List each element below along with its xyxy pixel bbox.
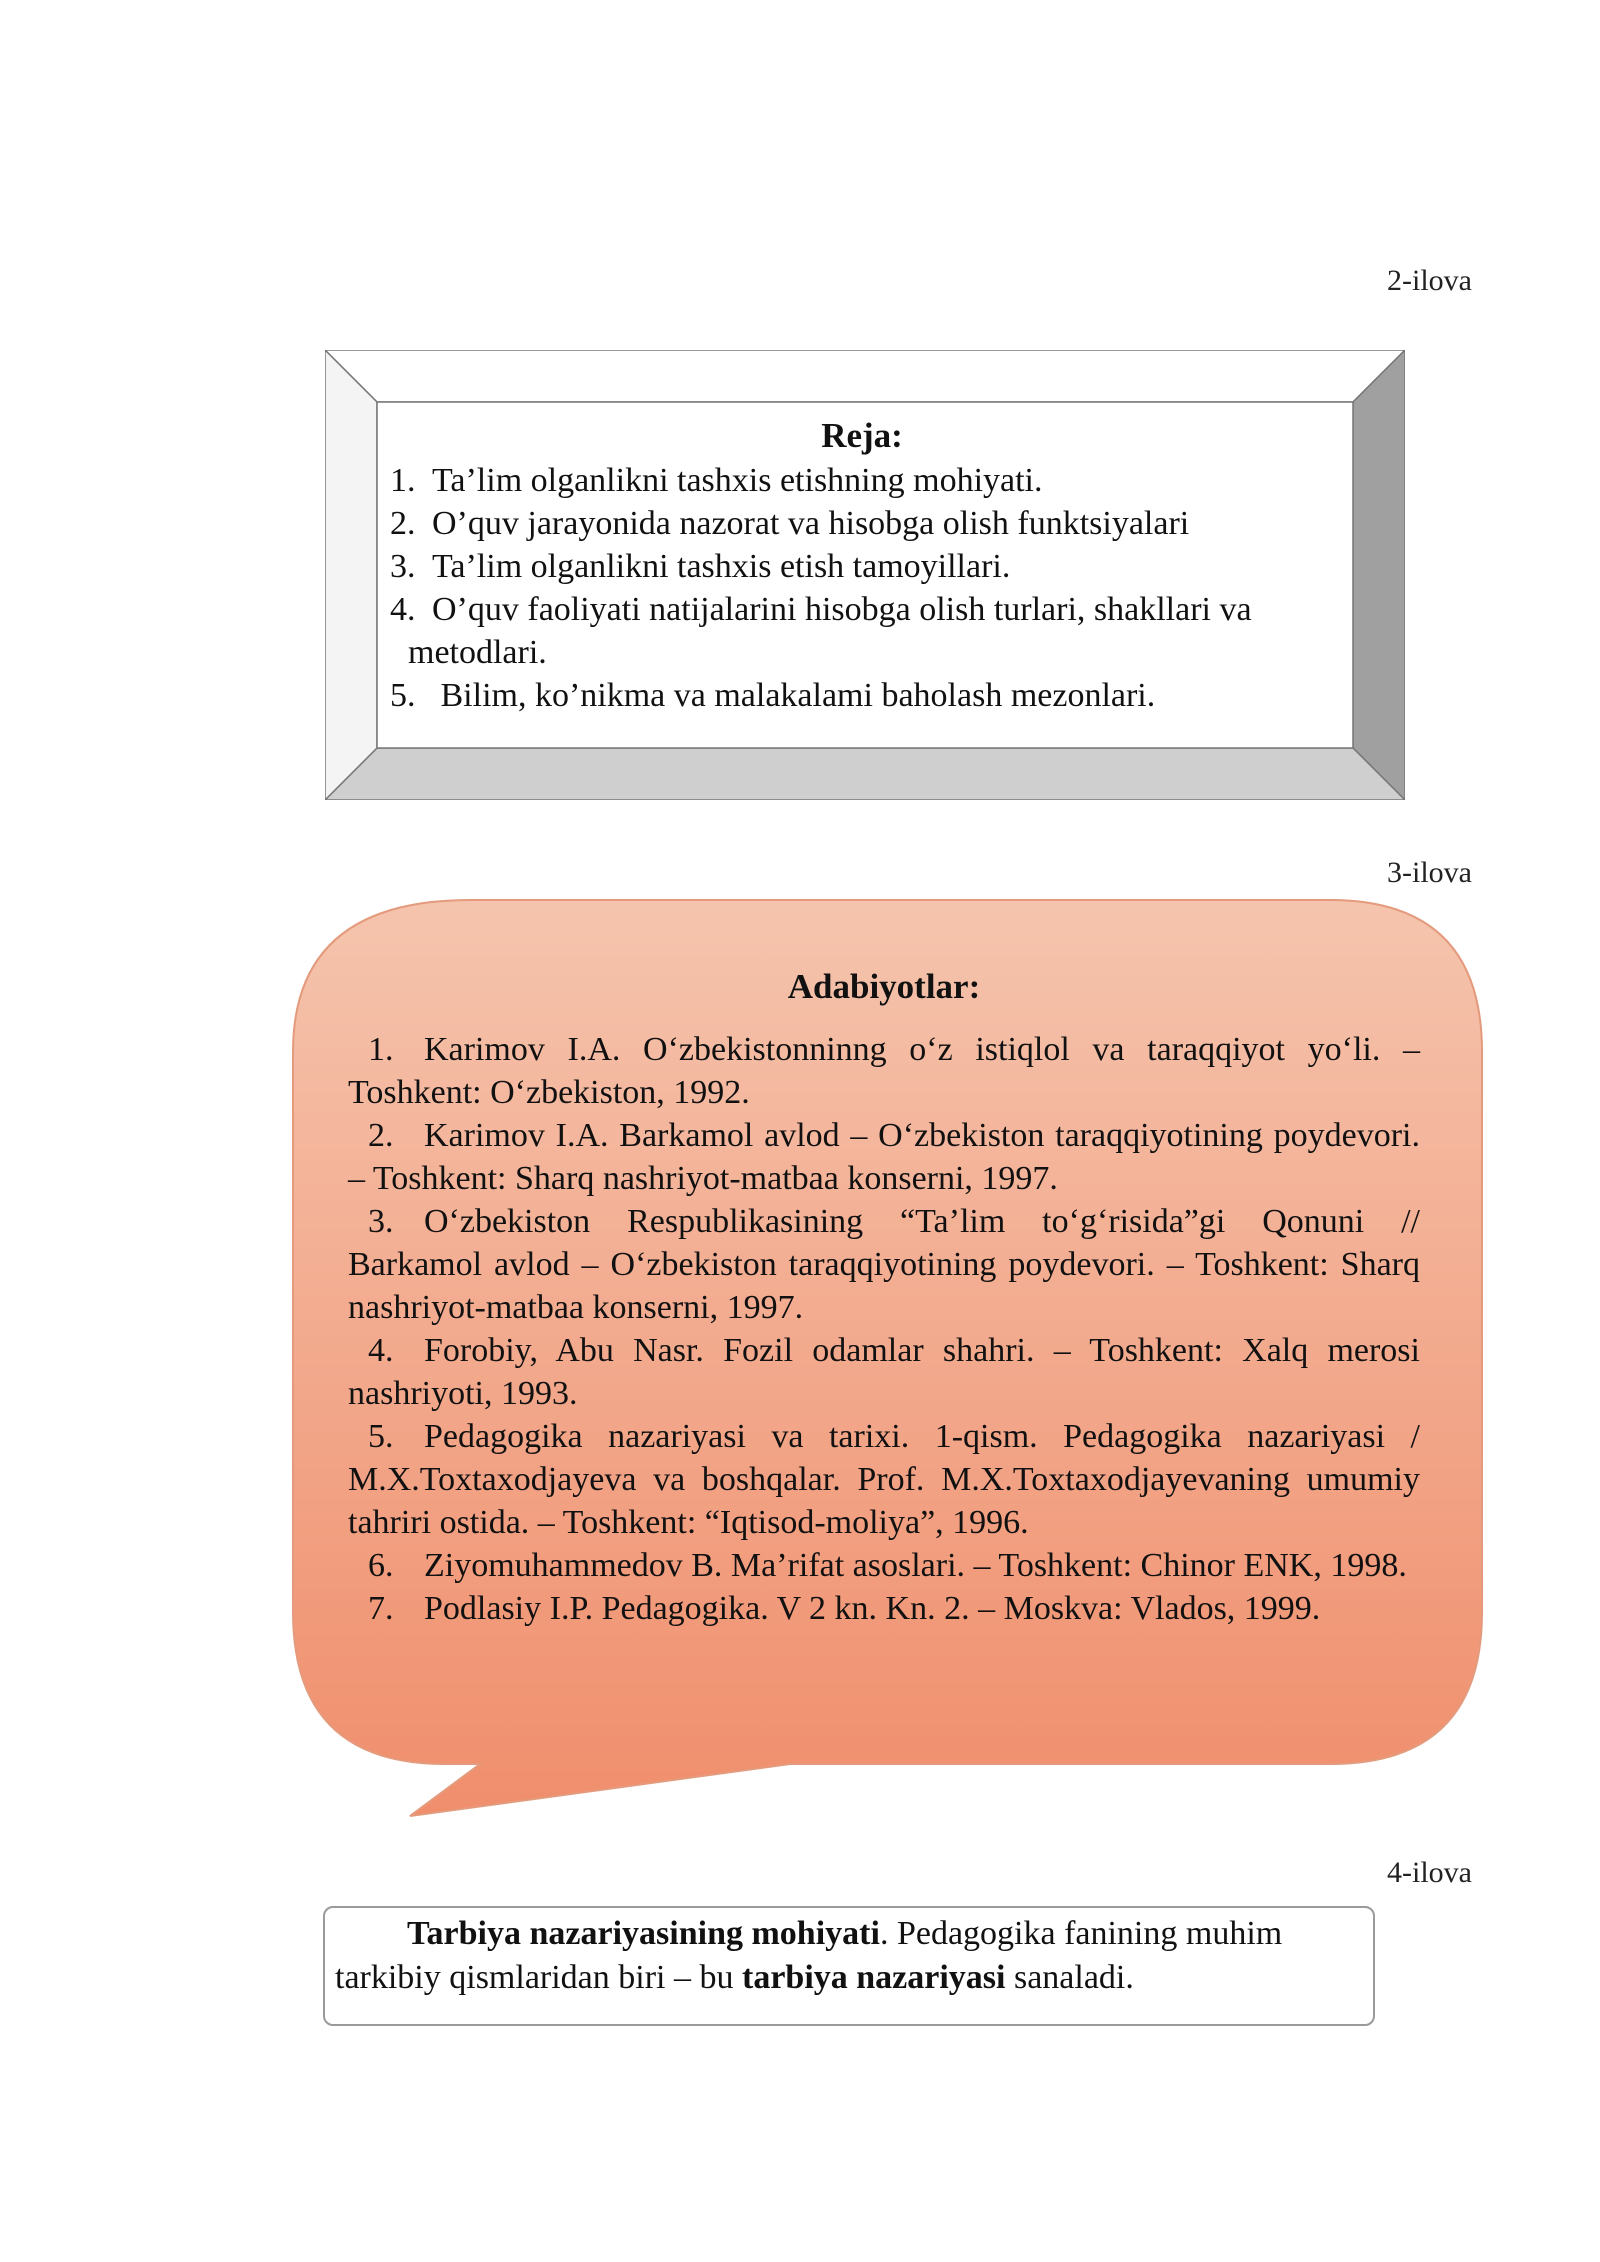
reference-item: [348, 1329, 1420, 1415]
reja-item-number: 1.: [390, 462, 416, 499]
reference-number: 6.: [368, 1547, 394, 1584]
tarbiya-paragraph: [335, 1912, 1365, 2000]
tarbiya-bold-term: Tarbiya nazariyasining mohiyati: [407, 1915, 880, 1952]
appendix-label-4: 4-ilova: [1387, 1856, 1472, 1889]
reference-text: Karimov I.A. O‘zbekistonninng o‘z istiqlol va taraqqiyot yo‘li. – Toshkent: O‘zbekiston, 1992.: [348, 1031, 1420, 1111]
reference-number: 4.: [368, 1332, 394, 1369]
reja-item-text: Ta’lim olganlikni tashxis etishning mohiyati.: [432, 462, 1043, 499]
reference-text: Pedagogika nazariyasi va tarixi. 1-qism. Pedagogika nazariyasi / M.X.Toxtaxodjayeva va boshqalar. Prof. M.X.Toxtaxodjayevaning umumiy tahriri ostida. – Toshkent: “Iqtisod-moliya”, 1996.: [348, 1418, 1420, 1541]
reference-number: 1.: [368, 1031, 394, 1068]
reference-item: [348, 1587, 1420, 1630]
adabiyotlar-title: Adabiyotlar:: [787, 967, 981, 1006]
adabiyotlar-list: [348, 965, 1420, 1630]
tarbiya-text-part: . Pedagogika fanining muhim tarkibiy qismlaridan biri – bu: [335, 1915, 1283, 1996]
reja-title: Reja:: [821, 416, 903, 455]
reference-text: Podlasiy I.P. Pedagogika. V 2 kn. Kn. 2. – Moskva: Vlados, 1999.: [424, 1590, 1321, 1627]
reference-text: Forobiy, Abu Nasr. Fozil odamlar shahri. – Toshkent: Xalq merosi nashriyoti, 1993.: [348, 1332, 1420, 1412]
reference-text: Ziyomuhammedov B. Ma’rifat asoslari. – Toshkent: Chinor ENK, 1998.: [424, 1547, 1407, 1584]
reference-item: [348, 1114, 1420, 1200]
reference-number: 5.: [368, 1418, 394, 1455]
reference-text: Karimov I.A. Barkamol avlod – O‘zbekiston taraqqiyotining poydevori. – Toshkent: Sharq nashriyot-matbaa konserni, 1997.: [348, 1117, 1420, 1197]
reference-number: 7.: [368, 1590, 394, 1627]
appendix-label-3: 3-ilova: [1387, 856, 1472, 889]
appendix-label-2: 2-ilova: [1387, 264, 1472, 297]
reja-item-number: 2.: [390, 505, 416, 542]
reference-text: O‘zbekiston Respublikasining “Ta’lim to‘g‘risida”gi Qonuni // Barkamol avlod – O‘zbekiston taraqqiyotining poydevori. – Toshkent: Sharq nashriyot-matbaa konserni, 1997.: [348, 1203, 1420, 1326]
reference-number: 2.: [368, 1117, 394, 1154]
reference-item: [348, 1028, 1420, 1114]
reja-item-text: Ta’lim olganlikni tashxis etish tamoyillari.: [432, 548, 1011, 585]
reference-item: [348, 1200, 1420, 1329]
reja-item-continuation: metodlari.: [408, 634, 547, 671]
reja-item-number: 3.: [390, 548, 416, 585]
reja-item-text: Bilim, ko’nikma va malakalami baholash mezonlari.: [432, 677, 1156, 714]
tarbiya-bold-term: tarbiya nazariyasi: [742, 1959, 1006, 1996]
reference-item: [348, 1544, 1420, 1587]
reja-item-text: O’quv faoliyati natijalarini hisobga olish turlari, shakllari va: [432, 591, 1252, 628]
reference-number: 3.: [368, 1203, 394, 1240]
reja-item-number: 5.: [390, 677, 416, 714]
reja-item-text: O’quv jarayonida nazorat va hisobga olish funktsiyalari: [432, 505, 1190, 542]
reja-item-number: 4.: [390, 591, 416, 628]
reference-item: [348, 1415, 1420, 1544]
tarbiya-text-part: sanaladi.: [1005, 1959, 1134, 1996]
